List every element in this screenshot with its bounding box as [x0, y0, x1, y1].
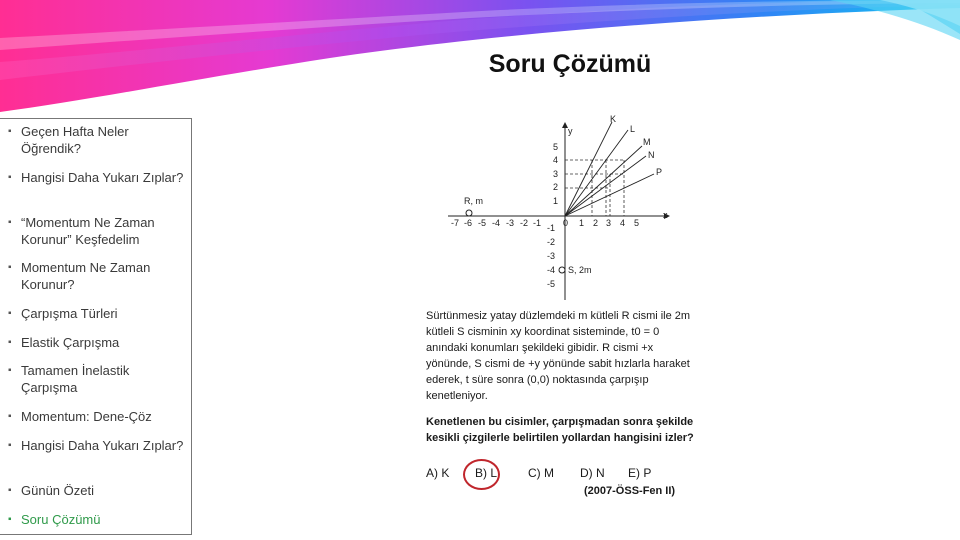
bullet-icon: ▪ — [8, 514, 12, 525]
sidebar-item-soru-cozumu[interactable] — [8, 512, 188, 529]
choice-d: D) N — [580, 466, 605, 480]
problem-figure — [418, 112, 700, 507]
bullet-icon: ▪ — [8, 262, 12, 273]
x-tick-label: -7 — [451, 218, 460, 228]
path-n-line — [565, 156, 646, 216]
path-label-n: N — [648, 150, 655, 160]
choice-e: E) P — [628, 466, 652, 480]
sidebar-item-label: Tamamen İnelastik Çarpışma — [21, 363, 130, 395]
x-tick-label: 3 — [606, 218, 612, 228]
y-tick-label: -2 — [547, 237, 556, 247]
y-axis-label: y — [568, 126, 573, 136]
bullet-icon: ▪ — [8, 485, 12, 496]
problem-source: (2007-ÖSS-Fen II) — [584, 485, 676, 497]
bullet-icon: ▪ — [8, 217, 12, 228]
y-tick-label: 5 — [553, 142, 559, 152]
x-tick-label: 5 — [634, 218, 640, 228]
y-tick-label: -5 — [547, 279, 556, 289]
y-tick-label: 4 — [553, 155, 559, 165]
x-tick-label: -1 — [533, 218, 542, 228]
sidebar-item-label: Hangisi Daha Yukarı Zıplar? — [21, 170, 184, 185]
sidebar-item-hangisi-ziplar-2[interactable] — [8, 438, 188, 455]
sidebar-item-label: Momentum Ne Zaman Korunur? — [21, 260, 151, 292]
sidebar-item-label: Hangisi Daha Yukarı Zıplar? — [21, 438, 184, 453]
choice-a: A) K — [426, 466, 450, 480]
body-s-marker — [559, 267, 565, 273]
sidebar-item-gecen-hafta[interactable] — [8, 124, 188, 157]
sidebar-item-label: Momentum: Dene-Çöz — [21, 409, 152, 424]
sidebar-item-inelastik[interactable] — [8, 363, 188, 396]
sidebar-nav — [0, 118, 192, 535]
x-tick-label: 4 — [620, 218, 626, 228]
body-r-marker — [466, 210, 472, 216]
problem-question: Kenetlenen bu cisimler, çarpışmadan sonra şekilde kesikli çizgilerle belirtilen yollardan hangisini izler? — [426, 416, 694, 444]
x-axis-label: x — [663, 210, 668, 220]
sidebar-item-gunun-ozeti[interactable] — [8, 483, 188, 500]
y-tick-label: -1 — [547, 223, 556, 233]
sidebar-item-label: Soru Çözümü — [21, 512, 101, 527]
y-tick-label: -3 — [547, 251, 556, 261]
sidebar-item-hangisi-ziplar[interactable] — [8, 170, 188, 187]
y-tick-label: 2 — [553, 182, 559, 192]
path-lines — [565, 122, 654, 216]
sidebar-item-label: Geçen Hafta Neler Öğrendik? — [21, 124, 129, 156]
x-tick-label: -5 — [478, 218, 487, 228]
x-tick-label: 0 — [563, 218, 569, 228]
path-m-line — [565, 146, 642, 216]
choice-b: B) L — [475, 466, 498, 480]
path-k-line — [565, 122, 612, 216]
coordinate-graph — [418, 112, 700, 302]
sidebar-item-momentum-korunur[interactable] — [8, 260, 188, 293]
y-tick-label: 1 — [553, 196, 559, 206]
bullet-icon: ▪ — [8, 440, 12, 451]
bullet-icon: ▪ — [8, 411, 12, 422]
sidebar-item-label: “Momentum Ne Zaman Korunur” Keşfedelim — [21, 215, 155, 247]
path-label-k: K — [610, 114, 617, 124]
y-tick-label: 3 — [553, 169, 559, 179]
sidebar-item-label: Çarpışma Türleri — [21, 306, 118, 321]
x-tick-label: -3 — [506, 218, 515, 228]
x-tick-label: -4 — [492, 218, 501, 228]
x-tick-label: 1 — [579, 218, 585, 228]
path-p-line — [565, 174, 654, 216]
x-tick-label: 2 — [593, 218, 599, 228]
x-tick-label: -2 — [520, 218, 529, 228]
sidebar-item-dene-coz[interactable] — [8, 409, 188, 426]
x-tick-label: -6 — [464, 218, 473, 228]
bullet-icon: ▪ — [8, 337, 12, 348]
bullet-icon: ▪ — [8, 308, 12, 319]
path-l-line — [565, 130, 628, 216]
bullet-icon: ▪ — [8, 172, 12, 183]
bullet-icon: ▪ — [8, 126, 12, 137]
sidebar-item-carpisma-turleri[interactable] — [8, 306, 188, 323]
body-s-label: S, 2m — [568, 265, 592, 275]
bullet-icon: ▪ — [8, 365, 12, 376]
path-label-m: M — [643, 137, 651, 147]
path-label-l: L — [630, 124, 636, 134]
y-tick-label: -4 — [547, 265, 556, 275]
sidebar-item-label: Günün Özeti — [21, 483, 94, 498]
choice-c: C) M — [528, 466, 554, 480]
problem-text: Sürtünmesiz yatay düzlemdeki m kütleli R cismi ile 2m kütleli S cisminin xy koordinat sisteminde, t0 = 0 anındaki konumları şekildeki gibidir. R cismi +x yönünde, S cismi de +y yönünde sabit hızlarla haraket ederek, t süre sonra (0,0) noktasında çarpışıp kenetleniyor. — [426, 310, 691, 402]
sidebar-item-momentum-kesfedelim[interactable] — [8, 215, 188, 248]
answer-highlight-circle — [463, 459, 500, 490]
body-r-label: R, m — [464, 196, 483, 206]
slide-title: Soru Çözümü — [488, 50, 652, 78]
path-label-p: P — [656, 167, 663, 177]
sidebar-item-elastik[interactable] — [8, 335, 188, 352]
sidebar-item-label: Elastik Çarpışma — [21, 335, 120, 350]
